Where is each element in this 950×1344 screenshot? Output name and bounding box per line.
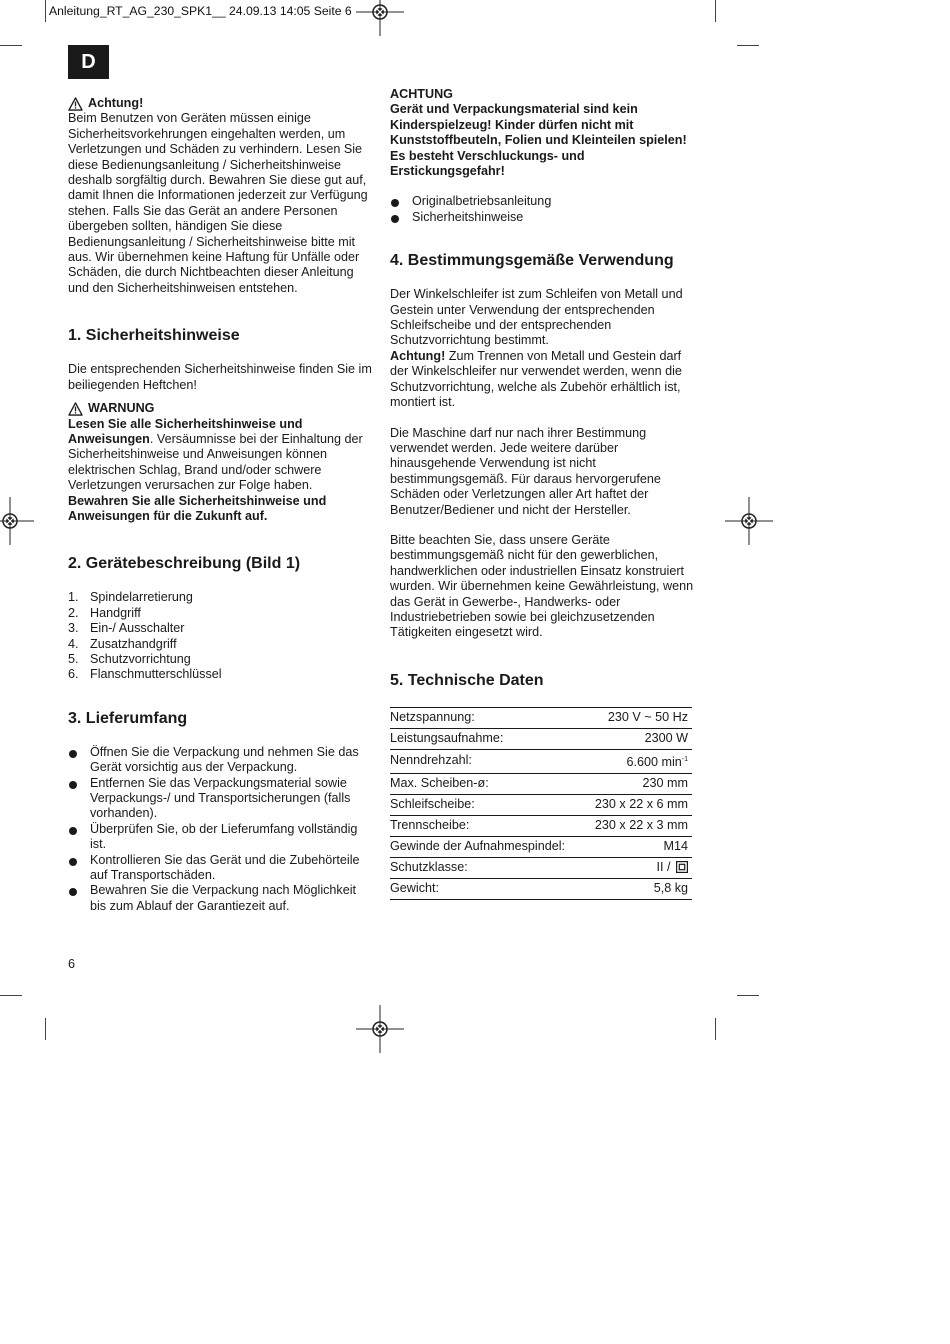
warning-text — [68, 417, 374, 494]
intended-use-p3: Die Maschine darf nur nach ihrer Bestimmung verwendet werden. Jede weitere darüber hinausgehende Verwendung ist nicht bestimmungsgemäß. Für daraus hervorgerufene Schäden oder Verletzungen aller Art haftet der Benutzer/Bediener und nicht der Hersteller. — [390, 425, 661, 517]
list-item: 1. Spindelarretierung — [68, 590, 193, 605]
table-row: Leistungsaufnahme: 2300 W — [390, 728, 692, 749]
list-item: 5. Schutzvorrichtung — [68, 651, 191, 666]
delivery-list — [68, 745, 374, 914]
table-row: Schutzklasse: II / — [390, 857, 692, 878]
table-row: Gewinde der Aufnahmespindel: M14 — [390, 836, 692, 857]
list-item: Entfernen Sie das Verpackungsmaterial sowie Verpackungs-/ und Transportsicherungen (falls vorhanden). — [68, 776, 374, 822]
warning-title: WARNUNG — [88, 401, 155, 416]
section-heading-intended-use: 4. Bestimmungsgemäße Verwendung — [390, 252, 674, 270]
warning-bold-lead: Lesen Sie alle Sicherheitshinweise und Anweisungen — [68, 416, 303, 446]
crop-mark — [715, 0, 716, 22]
registration-mark-icon — [356, 0, 404, 36]
list-item: 4. Zusatzhandgriff — [68, 636, 177, 651]
warning-heading — [68, 401, 374, 416]
page-number: 6 — [68, 957, 76, 971]
protection-class-ii-icon — [676, 861, 688, 873]
warning-triangle-icon — [68, 97, 83, 111]
section-heading-safety: 1. Sicherheitshinweise — [68, 327, 240, 345]
list-item: Öffnen Sie die Verpackung und nehmen Sie das Gerät vorsichtig aus der Verpackung. — [68, 745, 374, 776]
section-heading-delivery: 3. Lieferumfang — [68, 709, 188, 727]
section-heading-description: 2. Gerätebeschreibung (Bild 1) — [68, 555, 301, 573]
warning-bold-end: Bewahren Sie alle Sicherheitshinweise und Anweisungen für die Zukunft auf. — [68, 493, 327, 523]
parts-list — [68, 590, 374, 682]
warning-triangle-icon — [68, 402, 83, 416]
list-item: 6. Flanschmutterschlüssel — [68, 667, 222, 682]
intended-use-attention: Achtung! — [390, 348, 446, 363]
list-item: Überprüfen Sie, ob der Lieferumfang vollständig ist. — [68, 822, 374, 853]
caution-heading — [68, 96, 374, 111]
table-row: Gewicht: 5,8 kg — [390, 878, 692, 899]
print-slug: Anleitung_RT_AG_230_SPK1__ 24.09.13 14:05 Seite 6 — [49, 4, 352, 18]
achtung-title: ACHTUNG — [390, 87, 453, 101]
section-heading-technical-data: 5. Technische Daten — [390, 671, 544, 689]
registration-mark-icon — [725, 497, 773, 545]
intended-use-p4: Bitte beachten Sie, dass unsere Geräte bestimmungsgemäß nicht für den gewerblichen, handwerklichen oder industriellen Einsatz konstruiert wurden. Wir übernehmen keine Gewährleistung, wenn das Gerät in Gewerbe-, Handwerks- oder Industriebetrieben sowie bei gleichzusetzenden Tätigkeiten eingesetzt wird. — [390, 532, 694, 640]
crop-mark — [0, 45, 22, 46]
crop-mark — [737, 995, 759, 996]
left-column — [68, 96, 374, 914]
crop-mark — [45, 1018, 46, 1040]
list-item: 2. Handgriff — [68, 605, 141, 620]
list-item: Originalbetriebsanleitung — [390, 194, 696, 209]
list-item: Bewahren Sie die Verpackung nach Möglichkeit bis zum Ablauf der Garantiezeit auf. — [68, 883, 374, 914]
list-item: Kontrollieren Sie das Gerät und die Zubehörteile auf Transportschäden. — [68, 853, 374, 884]
list-item: Sicherheitshinweise — [390, 210, 696, 225]
right-column — [390, 87, 696, 900]
language-badge: D — [68, 45, 109, 79]
registration-mark-icon — [0, 497, 34, 545]
safety-intro: Die entsprechenden Sicherheitshinweise finden Sie im beiliegenden Heftchen! — [68, 362, 372, 392]
table-row: Nenndrehzahl: 6.600 $\min^{-1}$ — [390, 749, 692, 773]
registration-mark-icon — [356, 1005, 404, 1053]
intended-use-p1: Der Winkelschleifer ist zum Schleifen von Metall und Gestein unter Verwendung der entsprechenden Schleifscheibe und der entsprechenden Schutzvorrichtung bestimmt. — [390, 287, 683, 348]
documents-list — [390, 194, 696, 225]
crop-mark — [715, 1018, 716, 1040]
table-row: Trennscheibe: 230 x 22 x 3 mm — [390, 815, 692, 836]
table-row: Schleifscheibe: 230 x 22 x 6 mm — [390, 794, 692, 815]
table-row: Max. Scheiben-ø: 230 mm — [390, 773, 692, 794]
crop-mark — [0, 995, 22, 996]
warning-body: . Versäumnisse bei der Einhaltung der Sicherheitshinweise und Anweisungen können elektrischen Schlag, Brand und/oder schwere Verletzungen verursachen zur Folge haben. — [68, 431, 363, 493]
crop-mark — [45, 0, 46, 22]
caution-title: Achtung! — [88, 96, 144, 110]
technical-data-table — [390, 707, 692, 900]
intended-use-p2: Achtung! Zum Trennen von Metall und Gestein darf der Winkelschleifer nur verwendet werden, wenn die Schutzvorrichtung, welche als Zubehör erhältlich ist, montiert ist. — [390, 348, 682, 410]
achtung-body: Gerät und Verpackungsmaterial sind kein Kinderspielzeug! Kinder dürfen nicht mit Kunststoffbeuteln, Folien und Kleinteilen spielen! Es besteht Verschluckungs- und Erstickungsgefahr! — [390, 102, 687, 179]
crop-mark — [737, 45, 759, 46]
list-item: 3. Ein-/ Ausschalter — [68, 621, 185, 636]
caution-body: Beim Benutzen von Geräten müssen einige Sicherheitsvorkehrungen eingehalten werden, um Verletzungen und Schäden zu verhindern. Lesen Sie diese Bedienungsanleitung / Sicherheitshinweise deshalb sorgfältig durch. Bewahren Sie diese gut auf, damit Ihnen die Informationen jederzeit zur Verfügung stehen. Falls Sie das Gerät an andere Personen übergeben sollten, händigen Sie diese Bedienungsanleitung / Sicherheitshinweise bitte mit aus. Wir übernehmen keine Haftung für Unfälle oder Schäden, die durch Nichtbeachten dieser Anleitung und den Sicherheitshinweisen entstehen. — [68, 111, 368, 295]
table-row: Netzspannung: 230 V ~ 50 Hz — [390, 707, 692, 728]
